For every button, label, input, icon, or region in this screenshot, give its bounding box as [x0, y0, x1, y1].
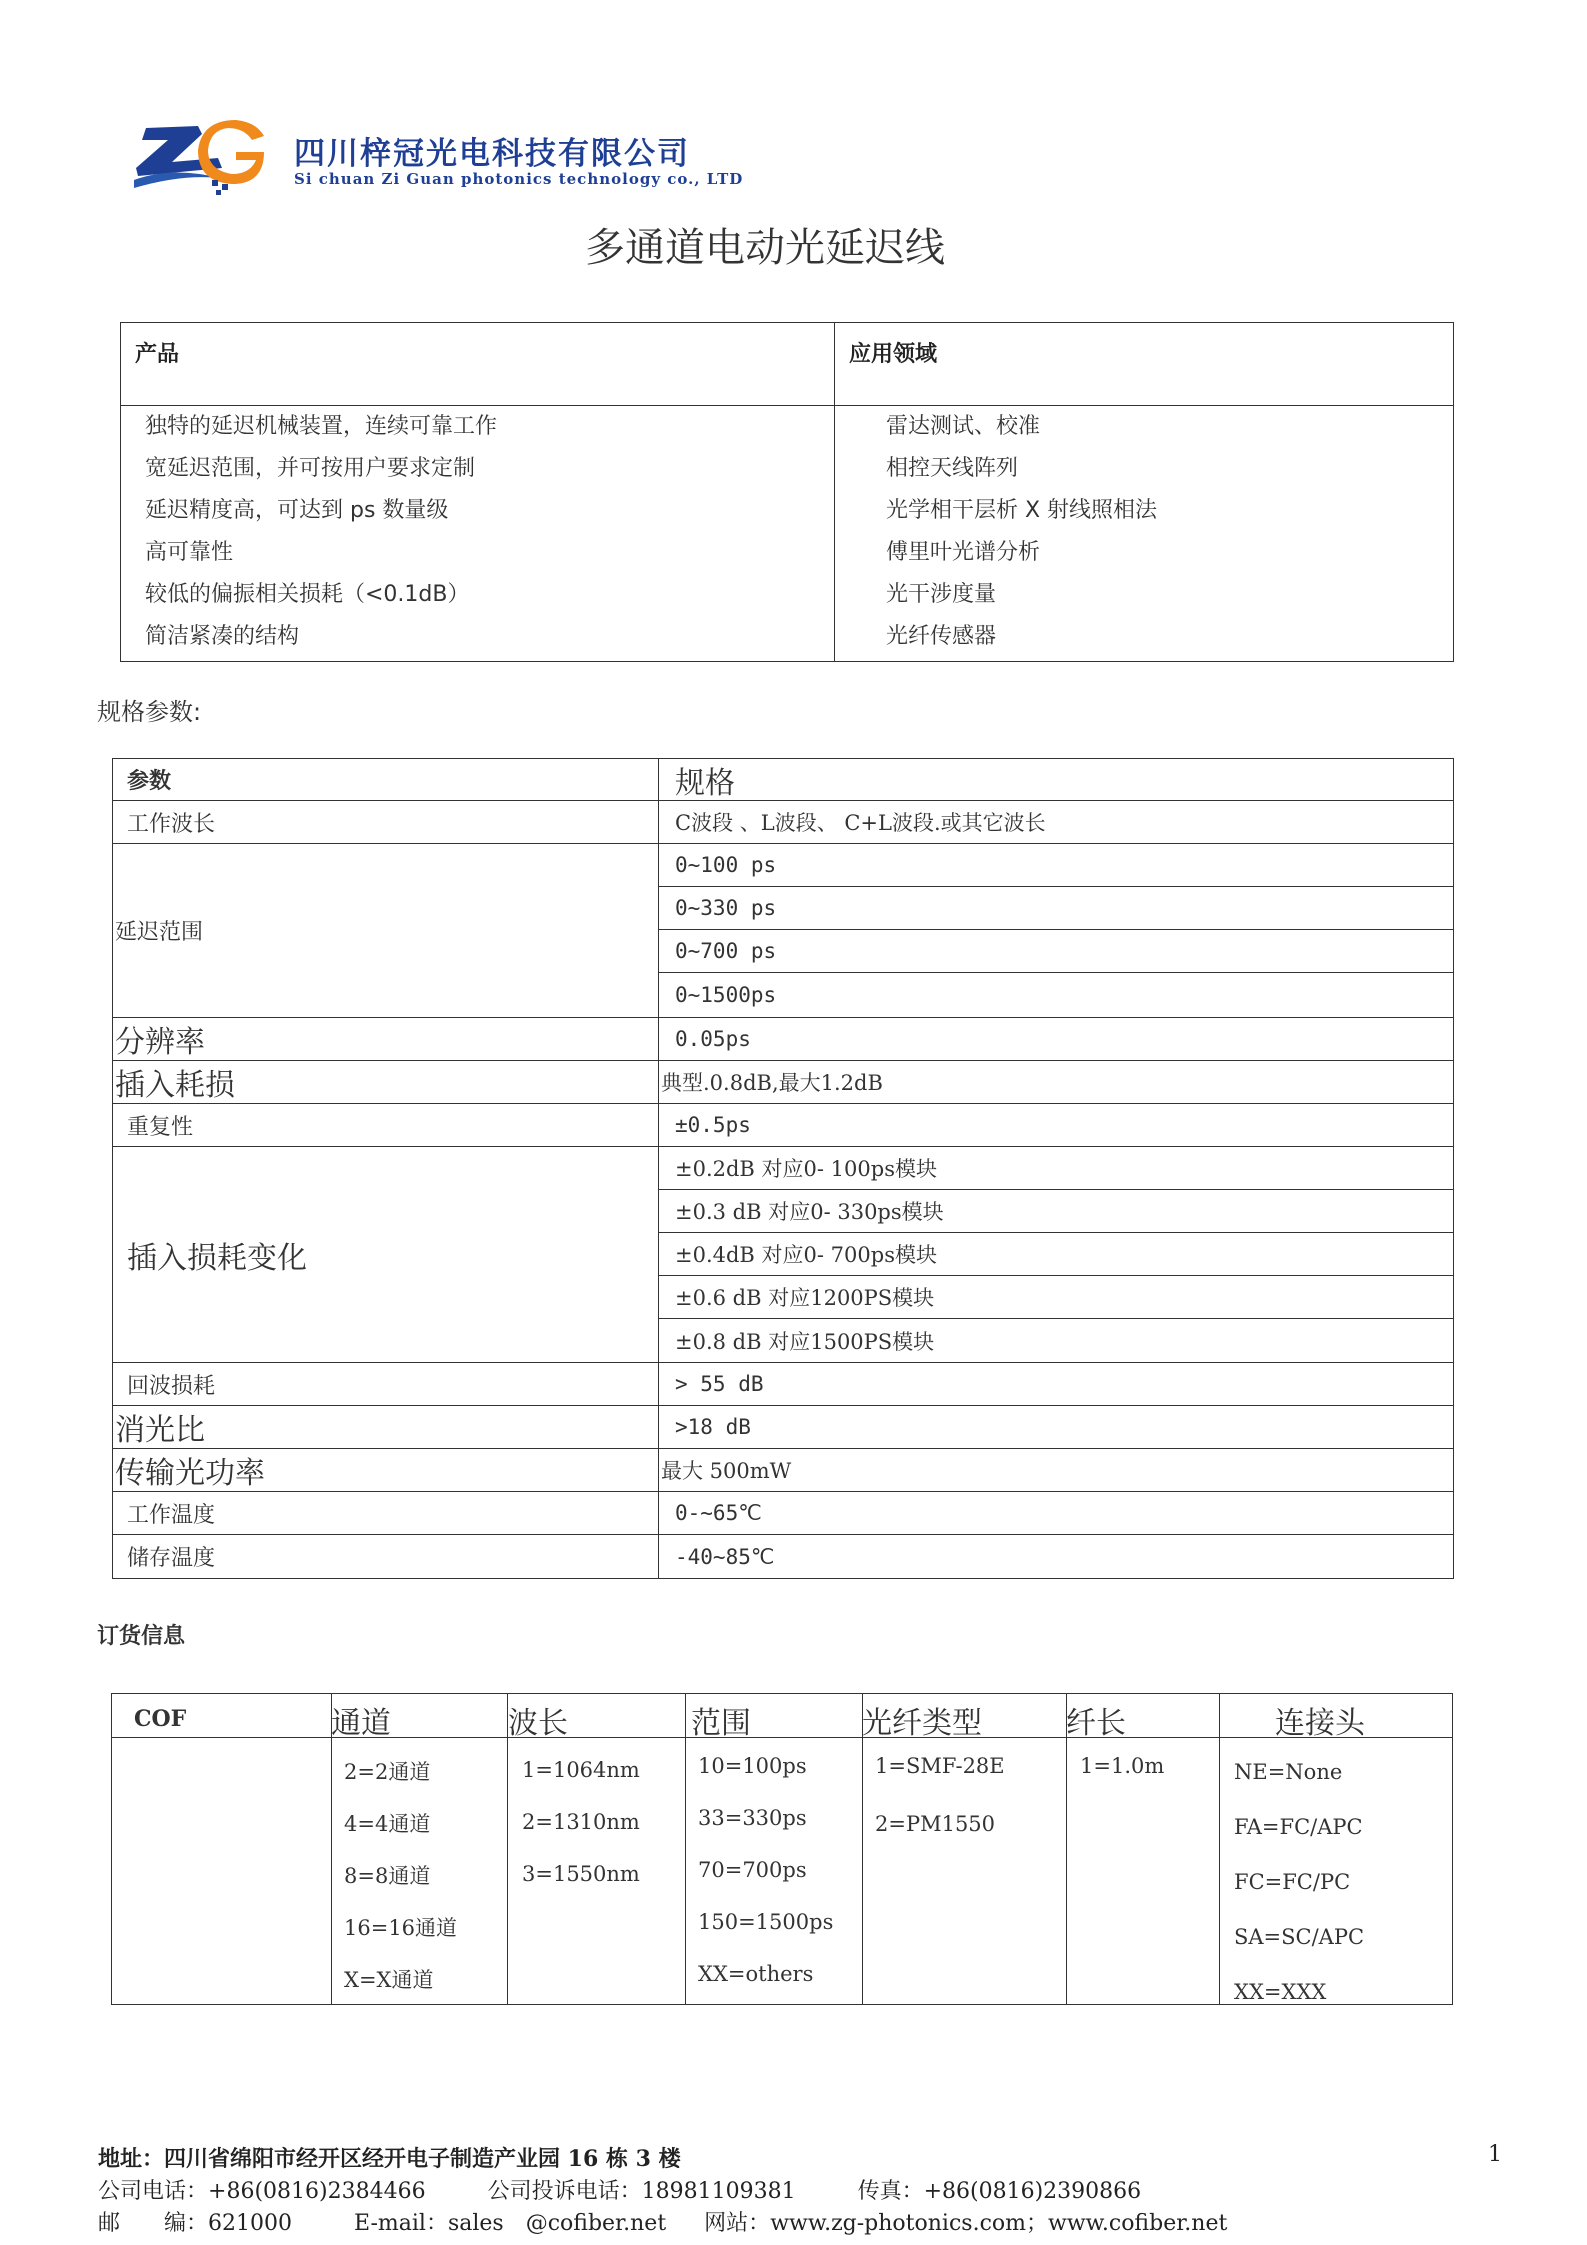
- website-link[interactable]: www.zg-photonics.com；www.cofiber.net: [770, 2211, 1228, 2236]
- repeatability-label: 重复性: [112, 1103, 659, 1147]
- connector-option: FA=FC/APC: [1234, 1815, 1363, 1839]
- repeatability-value: ±0.5ps: [658, 1103, 1454, 1147]
- spec-section-label: 规格参数:: [97, 698, 202, 726]
- wavelength-label: 工作波长: [112, 800, 659, 844]
- table-divider: [1219, 1694, 1220, 2004]
- delay-range-label: 延迟范围: [112, 843, 659, 1018]
- extinction-ratio-value: >18 dB: [658, 1405, 1454, 1449]
- order-header-range: 范围: [691, 1706, 751, 1741]
- channel-option: 2=2通道: [344, 1760, 431, 1784]
- zg-logo-icon: [132, 118, 277, 196]
- range-option: 33=330ps: [698, 1806, 807, 1830]
- phone-label: 公司电话：: [98, 2179, 209, 2204]
- company-name-cn: 四川梓冠光电科技有限公司: [294, 136, 690, 172]
- email-link[interactable]: sales @cofiber.net: [447, 2211, 667, 2236]
- phone-text: +86(0816)2384466: [208, 2179, 426, 2204]
- spec-header: 规格: [658, 758, 1454, 801]
- list-item: 独特的延迟机械装置，连续可靠工作: [145, 414, 498, 439]
- application-list: [886, 406, 1157, 658]
- param-header: 参数: [112, 758, 659, 801]
- list-item: 雷达测试、校准: [886, 414, 1041, 439]
- footer-web: [98, 2206, 1227, 2237]
- page-number: 1: [1488, 2142, 1502, 2167]
- power-label: 传输光功率: [112, 1448, 659, 1492]
- delay-range-value: 0~700 ps: [658, 929, 1454, 973]
- op-temp-label: 工作温度: [112, 1491, 659, 1535]
- return-loss-label: 回波损耗: [112, 1362, 659, 1406]
- postcode-text: 621000: [208, 2211, 292, 2236]
- il-variation-value: ±0.3 dB 对应0- 330ps模块: [658, 1189, 1454, 1233]
- il-variation-label: 插入损耗变化: [112, 1146, 659, 1363]
- connector-option: FC=FC/PC: [1234, 1870, 1351, 1894]
- order-table: [111, 1693, 1453, 2005]
- list-item: 较低的偏振相关损耗（<0.1dB）: [145, 582, 470, 607]
- list-item: 光纤传感器: [886, 624, 997, 649]
- footer-address: [98, 2142, 681, 2173]
- postcode-label: 邮 编：: [98, 2211, 209, 2236]
- table-divider: [112, 1737, 1452, 1738]
- complaint-text: 18981109381: [641, 2179, 796, 2204]
- il-variation-value: ±0.8 dB 对应1500PS模块: [658, 1318, 1454, 1363]
- delay-range-value: 0~1500ps: [658, 972, 1454, 1018]
- range-option: XX=others: [698, 1962, 814, 1986]
- connector-option: NE=None: [1234, 1760, 1343, 1784]
- footer-contacts: [98, 2174, 1141, 2205]
- return-loss-value: > 55 dB: [658, 1362, 1454, 1406]
- il-variation-value: ±0.2dB 对应0- 100ps模块: [658, 1146, 1454, 1190]
- range-option: 70=700ps: [698, 1858, 807, 1882]
- channel-option: 4=4通道: [344, 1812, 431, 1836]
- resolution-label: 分辨率: [112, 1017, 659, 1061]
- il-variation-value: ±0.6 dB 对应1200PS模块: [658, 1275, 1454, 1319]
- order-header-channel: 通道: [331, 1706, 391, 1741]
- resolution-value: 0.05ps: [658, 1017, 1454, 1061]
- application-header: 应用领域: [849, 342, 938, 367]
- insertion-loss-value: 典型.0.8dB,最大1.2dB: [658, 1060, 1454, 1104]
- fiber-type-option: 2=PM1550: [875, 1812, 996, 1836]
- wavelength-value: C波段 、L波段、 C+L波段.或其它波长: [658, 800, 1454, 844]
- channel-option: 8=8通道: [344, 1864, 431, 1888]
- table-divider: [685, 1694, 686, 2004]
- product-feature-list: [145, 406, 497, 658]
- storage-temp-label: 储存温度: [112, 1534, 659, 1579]
- connector-option: SA=SC/APC: [1234, 1925, 1365, 1949]
- email-label: E-mail：: [354, 2211, 448, 2236]
- wavelength-option: 1=1064nm: [522, 1758, 640, 1782]
- order-section-label: 订货信息: [97, 1624, 186, 1649]
- connector-option: XX=XXX: [1234, 1980, 1327, 2004]
- order-header-cof: COF: [134, 1706, 187, 1732]
- document-title: 多通道电动光延迟线: [585, 225, 945, 271]
- list-item: 光学相干层析 X 射线照相法: [886, 498, 1158, 523]
- insertion-loss-label: 插入耗损: [112, 1060, 659, 1104]
- fax-text: +86(0816)2390866: [923, 2179, 1142, 2204]
- order-header-connector: 连接头: [1275, 1706, 1365, 1741]
- address-text: 四川省绵阳市经开区经开电子制造产业园 16 栋 3 楼: [164, 2146, 681, 2172]
- table-divider: [834, 323, 835, 661]
- spec-table: [112, 758, 1454, 1585]
- website-label: 网站：: [704, 2211, 771, 2236]
- product-header: 产品: [135, 342, 180, 367]
- list-item: 光干涉度量: [886, 582, 997, 607]
- order-header-fiber-length: 纤长: [1066, 1706, 1126, 1741]
- storage-temp-value: -40~85℃: [658, 1534, 1454, 1579]
- wavelength-option: 3=1550nm: [522, 1862, 640, 1886]
- power-value: 最大 500mW: [658, 1448, 1454, 1492]
- order-header-wavelength: 波长: [508, 1706, 568, 1741]
- range-option: 10=100ps: [698, 1754, 807, 1778]
- list-item: 傅里叶光谱分析: [886, 540, 1041, 565]
- channel-option: X=X通道: [344, 1968, 434, 1992]
- product-application-table: [120, 322, 1454, 662]
- fax-label: 传真：: [857, 2179, 924, 2204]
- delay-range-value: 0~330 ps: [658, 886, 1454, 930]
- complaint-label: 公司投诉电话：: [487, 2179, 642, 2204]
- extinction-ratio-label: 消光比: [112, 1405, 659, 1449]
- op-temp-value: 0-~65℃: [658, 1491, 1454, 1535]
- channel-option: 16=16通道: [344, 1916, 458, 1940]
- company-name-en: Si chuan Zi Guan photonics technology co., LTD: [294, 170, 744, 188]
- order-header-fiber-type: 光纤类型: [862, 1706, 982, 1741]
- il-variation-value: ±0.4dB 对应0- 700ps模块: [658, 1232, 1454, 1276]
- wavelength-option: 2=1310nm: [522, 1810, 640, 1834]
- range-option: 150=1500ps: [698, 1910, 834, 1934]
- list-item: 宽延迟范围，并可按用户要求定制: [145, 456, 476, 481]
- list-item: 简洁紧凑的结构: [145, 624, 300, 649]
- fiber-type-option: 1=SMF-28E: [875, 1754, 1005, 1778]
- list-item: 延迟精度高，可达到 ps 数量级: [145, 498, 449, 523]
- fiber-length-option: 1=1.0m: [1080, 1754, 1165, 1778]
- list-item: 高可靠性: [145, 540, 234, 565]
- delay-range-value: 0~100 ps: [658, 843, 1454, 887]
- list-item: 相控天线阵列: [886, 456, 1019, 481]
- address-label: 地址：: [98, 2146, 165, 2172]
